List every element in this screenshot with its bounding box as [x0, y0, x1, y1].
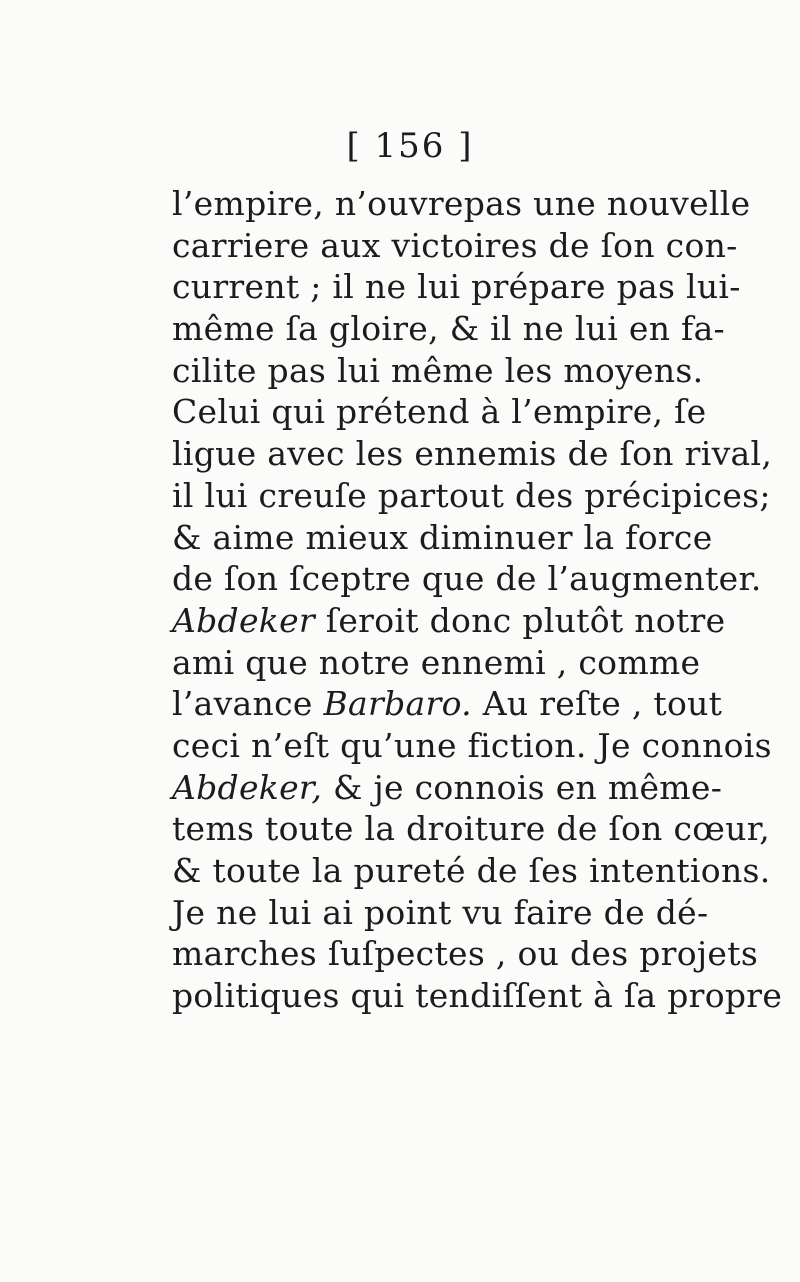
page-number: [ 156 ]: [346, 126, 474, 166]
text-line: [172, 475, 771, 517]
text-line: [172, 975, 783, 1017]
text-segment: & je connois en même-: [322, 767, 723, 807]
text-segment: l’empire, n’ouvrepas une nouvelle: [172, 184, 751, 223]
italic-name: Abdeker,: [172, 767, 323, 807]
body-text: [172, 183, 783, 1017]
text-line: [172, 808, 770, 850]
text-line: [172, 266, 741, 308]
text-segment: ligue avec les ennemis de ſon rival,: [172, 434, 773, 474]
text-segment: Celui qui prétend à l’empire, ſe: [172, 392, 707, 432]
text-line: [172, 433, 773, 475]
text-segment: carriere aux victoires de ſon con-: [172, 225, 738, 265]
text-line: [172, 850, 771, 892]
text-segment: cilite pas lui même les moyens.: [172, 350, 704, 390]
text-segment: l’avance: [172, 684, 324, 724]
text-segment: marches ſuſpectes , ou des projets: [172, 934, 759, 974]
text-segment: & aime mieux diminuer la force: [172, 517, 713, 557]
text-line: [172, 892, 709, 934]
text-segment: Je ne lui ai point vu faire de dé-: [172, 892, 709, 932]
text-segment: politiques qui tendiſſent à ſa propre: [172, 976, 783, 1016]
text-line: [172, 225, 738, 267]
text-segment: ami que notre ennemi , comme: [172, 642, 701, 682]
text-segment: ſeroit donc plutôt notre: [315, 600, 726, 640]
text-line: [172, 642, 701, 684]
text-line: [172, 600, 726, 642]
text-line: [172, 558, 762, 600]
text-line: [172, 308, 725, 350]
text-line: [172, 933, 759, 975]
text-line: [172, 517, 713, 559]
text-segment: de ſon ſceptre que de l’augmenter.: [172, 559, 762, 599]
text-segment: ceci n’eſt qu’une fiction. Je connois: [172, 725, 772, 765]
italic-name: Abdeker: [172, 600, 316, 640]
text-segment: même ſa gloire, & il ne lui en fa-: [172, 309, 725, 349]
text-segment: current ; il ne lui prépare pas lui-: [172, 267, 741, 307]
text-line: [172, 350, 704, 392]
text-line: [172, 767, 723, 809]
text-segment: & toute la pureté de ſes intentions.: [172, 851, 771, 890]
text-line: [172, 725, 772, 767]
text-segment: il lui creuſe partout des précipices;: [172, 475, 771, 515]
italic-name: Barbaro.: [323, 684, 472, 724]
text-line: [172, 683, 723, 725]
text-segment: Au reſte , tout: [471, 684, 723, 724]
text-segment: tems toute la droiture de ſon cœur,: [172, 809, 770, 849]
text-line: [172, 183, 751, 225]
text-line: [172, 391, 707, 433]
